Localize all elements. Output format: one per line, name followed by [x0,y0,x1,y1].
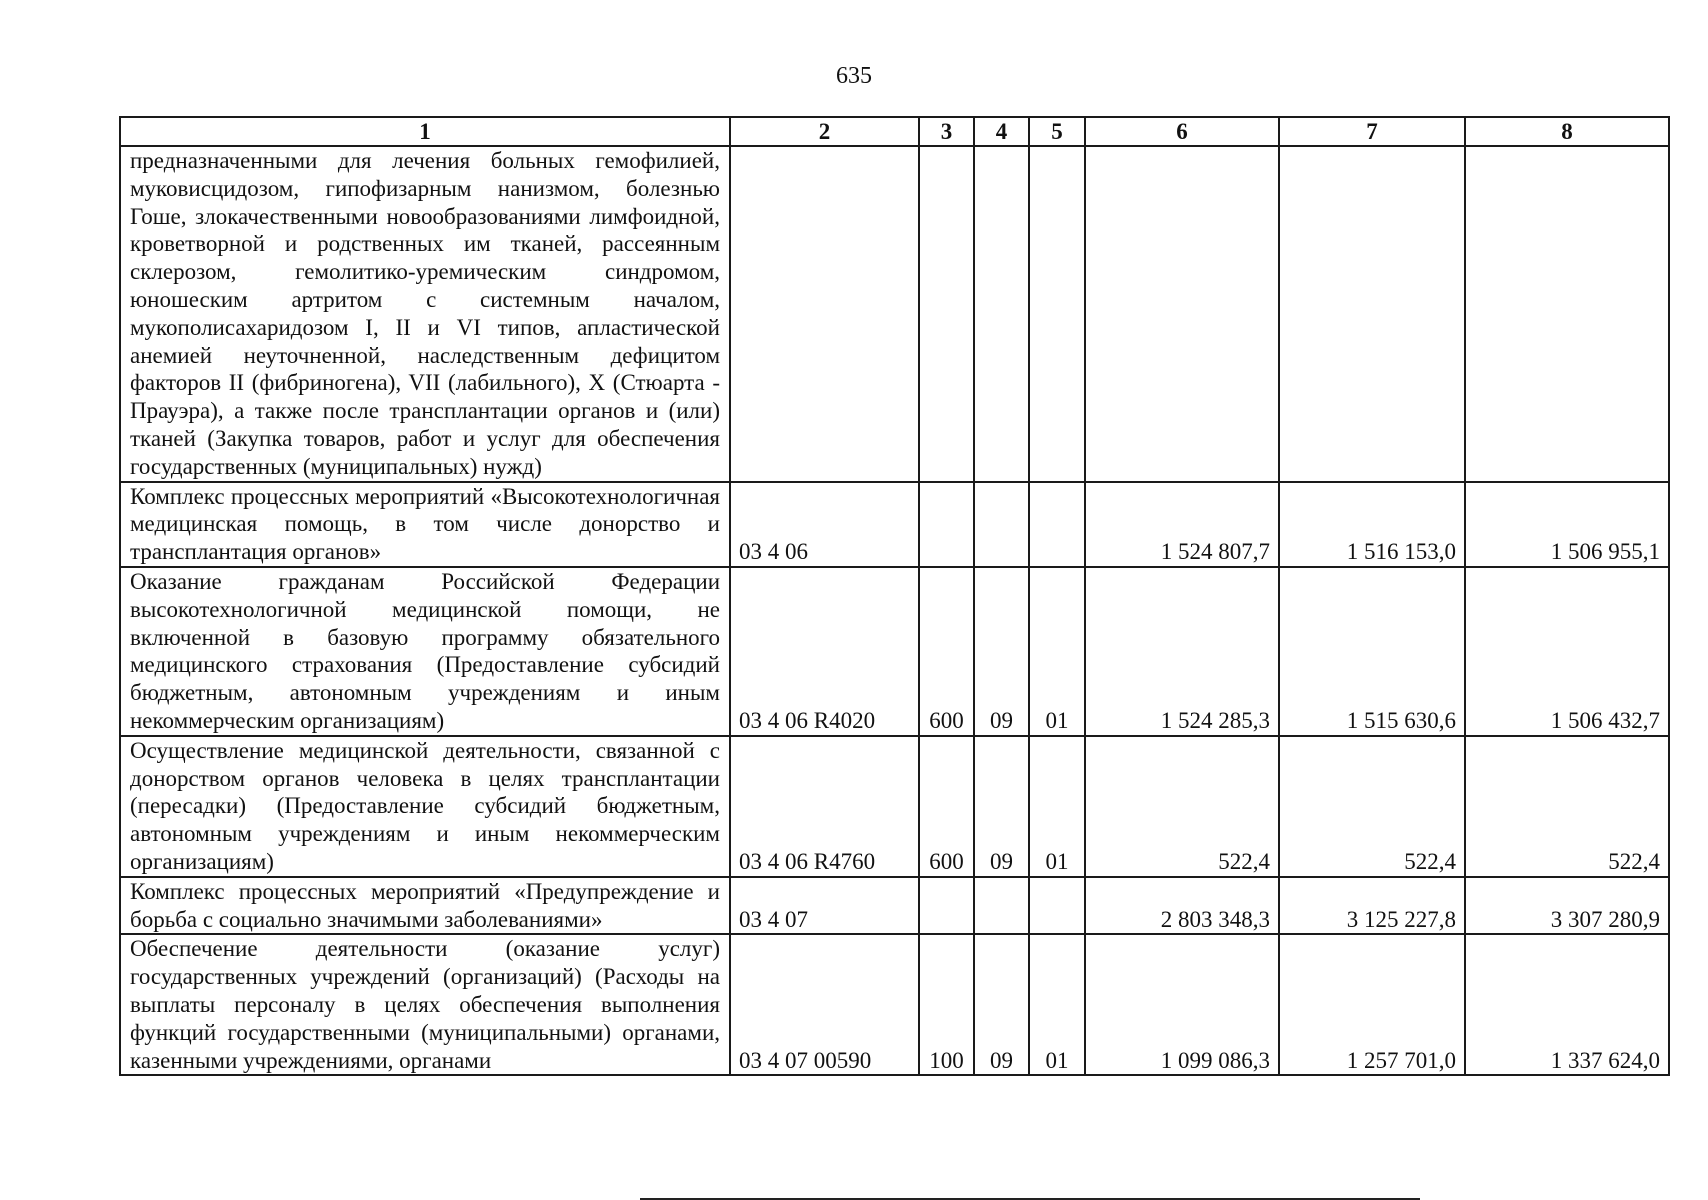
column-header-5: 5 [1029,117,1085,146]
row-section [974,877,1029,935]
column-header-8: 8 [1465,117,1669,146]
column-header-2: 2 [730,117,919,146]
row-amount-col8: 1 506 955,1 [1465,482,1669,567]
row-expense-type: 600 [919,736,974,877]
row-subsection: 01 [1029,736,1085,877]
row-code: 03 4 06 R4020 [730,567,919,736]
row-section: 09 [974,736,1029,877]
column-header-7: 7 [1279,117,1465,146]
row-amount-col7: 1 515 630,6 [1279,567,1465,736]
row-expense-type [919,146,974,482]
table-row [120,146,1669,482]
row-amount-col6: 1 524 285,3 [1085,567,1279,736]
row-subsection [1029,877,1085,935]
row-description: Обеспечение деятельности (оказание услуг) государственных учреждений (организаций) (Расходы на выплаты персоналу в целях обеспечения выполнения функций государственными (муниципальными) органами, казенными учреждениями, органами [120,934,730,1075]
row-amount-col6: 522,4 [1085,736,1279,877]
row-subsection [1029,482,1085,567]
row-amount-col6: 1 099 086,3 [1085,934,1279,1075]
row-amount-col6 [1085,146,1279,482]
table-row [120,877,1669,935]
row-subsection [1029,146,1085,482]
row-code: 03 4 06 [730,482,919,567]
row-section: 09 [974,567,1029,736]
row-expense-type [919,482,974,567]
column-header-6: 6 [1085,117,1279,146]
row-amount-col7: 1 516 153,0 [1279,482,1465,567]
row-section [974,482,1029,567]
row-subsection: 01 [1029,934,1085,1075]
row-code: 03 4 07 00590 [730,934,919,1075]
row-amount-col8: 1 337 624,0 [1465,934,1669,1075]
row-description: Оказание гражданам Российской Федерации высокотехнологичной медицинской помощи, не включенной в базовую программу обязательного медицинского страхования (Предоставление субсидий бюджетным, автономным учреждениям и иным некоммерческим организациям) [120,567,730,736]
column-header-3: 3 [919,117,974,146]
row-amount-col7: 522,4 [1279,736,1465,877]
row-section [974,146,1029,482]
row-amount-col8: 3 307 280,9 [1465,877,1669,935]
row-description: Комплекс процессных мероприятий «Высокотехнологичная медицинская помощь, в том числе донорство и трансплантация органов» [120,482,730,567]
row-amount-col6: 2 803 348,3 [1085,877,1279,935]
row-amount-col8: 1 506 432,7 [1465,567,1669,736]
row-section: 09 [974,934,1029,1075]
row-expense-type: 600 [919,567,974,736]
row-amount-col6: 1 524 807,7 [1085,482,1279,567]
row-code: 03 4 06 R4760 [730,736,919,877]
column-number-row [120,117,1669,146]
row-expense-type [919,877,974,935]
row-description: Осуществление медицинской деятельности, связанной с донорством органов человека в целях трансплантации (пересадки) (Предоставление субсидий бюджетным, автономным учреждениям и иным некоммерческим организациям) [120,736,730,877]
column-header-4: 4 [974,117,1029,146]
row-description: Комплекс процессных мероприятий «Предупреждение и борьба с социально значимыми заболеваниями» [120,877,730,935]
row-description: предназначенными для лечения больных гемофилией, муковисцидозом, гипофизарным нанизмом, болезнью Гоше, злокачественными новообразованиями лимфоидной, кроветворной и родственных им тканей, рассеянным склерозом, гемолитико-уремическим синдромом, юношеским артритом с системным началом, мукополисахаридозом I, II и VI типов, апластической анемией неуточненной, наследственным дефицитом факторов II (фибриногена), VII (лабильного), X (Стюарта - Прауэра), а также после трансплантации органов и (или) тканей (Закупка товаров, работ и услуг для обеспечения государственных (муниципальных) нужд) [120,146,730,482]
table-row [120,567,1669,736]
row-amount-col7 [1279,146,1465,482]
row-code: 03 4 07 [730,877,919,935]
table-row [120,934,1669,1075]
row-subsection: 01 [1029,567,1085,736]
row-amount-col7: 3 125 227,8 [1279,877,1465,935]
row-amount-col7: 1 257 701,0 [1279,934,1465,1075]
column-header-1: 1 [120,117,730,146]
table-row [120,736,1669,877]
page-number: 635 [836,63,872,89]
row-code [730,146,919,482]
budget-table [119,116,1670,1076]
row-amount-col8 [1465,146,1669,482]
row-amount-col8: 522,4 [1465,736,1669,877]
row-expense-type: 100 [919,934,974,1075]
table-row [120,482,1669,567]
